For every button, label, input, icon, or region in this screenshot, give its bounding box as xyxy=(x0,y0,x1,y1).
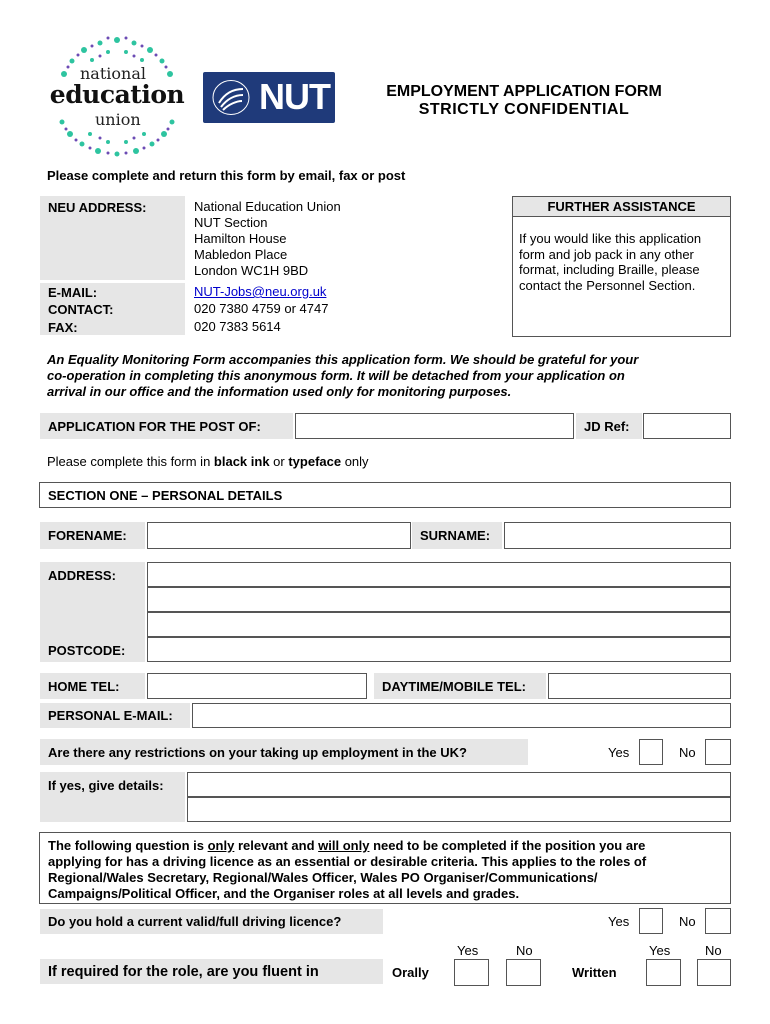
personal-email-label: PERSONAL E-MAIL: xyxy=(40,703,190,728)
fluency-question: If required for the role, are you fluent in xyxy=(40,959,383,984)
ink-note-pre: Please complete this form in xyxy=(47,454,214,469)
ink-note-mid: or xyxy=(269,454,289,469)
assistance-line: form and job pack in any other xyxy=(519,246,694,262)
ink-note-typeface: typeface xyxy=(288,454,342,469)
surname-label: SURNAME: xyxy=(412,522,502,549)
assistance-body xyxy=(513,217,730,293)
assistance-title: FURTHER ASSISTANCE xyxy=(513,197,730,217)
assistance-line: format, including Braille, please xyxy=(519,262,700,277)
equality-line: arrival in our office and the information used only for monitoring purposes. xyxy=(47,384,512,399)
licence-no-label: No xyxy=(679,914,696,929)
postcode-label: POSTCODE: xyxy=(48,642,126,658)
orally-no-checkbox[interactable] xyxy=(506,959,541,986)
assistance-box xyxy=(512,196,731,337)
assistance-line: If you would like this application xyxy=(519,231,702,246)
personal-email-input[interactable] xyxy=(192,703,731,728)
written-no-header: No xyxy=(705,943,722,958)
nut-badge-text: NUT xyxy=(259,76,330,117)
address-line: Mabledon Place xyxy=(194,247,288,262)
home-tel-input[interactable] xyxy=(147,673,367,699)
contact-label: CONTACT: xyxy=(48,301,114,317)
driving-note-post: need to be completed if the position you are xyxy=(369,838,646,853)
forename-input[interactable] xyxy=(147,522,411,549)
licence-question: Do you hold a current valid/full driving licence? xyxy=(40,909,383,934)
restrictions-no-label: No xyxy=(679,745,696,760)
mobile-tel-label: DAYTIME/MOBILE TEL: xyxy=(374,673,546,699)
torch-icon xyxy=(211,79,251,116)
address-line: London WC1H 9BD xyxy=(194,263,309,278)
neu-address-label: NEU ADDRESS: xyxy=(48,199,147,215)
orally-yes-checkbox[interactable] xyxy=(454,959,489,986)
details-label: If yes, give details: xyxy=(48,777,164,793)
restrictions-yes-label: Yes xyxy=(608,745,630,760)
orally-label: Orally xyxy=(392,965,429,980)
address-line-2-input[interactable] xyxy=(147,587,731,612)
nut-logo xyxy=(203,72,335,123)
written-no-checkbox[interactable] xyxy=(697,959,731,986)
assistance-line: contact the Personnel Section. xyxy=(519,277,696,293)
ink-note xyxy=(47,454,369,469)
driving-note-line-3: Regional/Wales Secretary, Regional/Wales Officer, Wales PO Organiser/Communications/ xyxy=(48,870,598,885)
address-line: National Education Union xyxy=(194,199,341,214)
form-subtitle: STRICTLY CONFIDENTIAL xyxy=(418,101,630,118)
orally-yes-header: Yes xyxy=(457,943,479,958)
equality-line: co-operation in completing this anonymous form. It will be detached from your application on xyxy=(47,368,625,383)
restrictions-question: Are there any restrictions on your taking up employment in the UK? xyxy=(40,739,528,765)
fax-value: 020 7383 5614 xyxy=(194,319,281,334)
licence-yes-label: Yes xyxy=(608,914,630,929)
logo-text-union: union xyxy=(95,110,141,129)
licence-no-checkbox[interactable] xyxy=(705,908,731,934)
intro-text: Please complete and return this form by email, fax or post xyxy=(47,168,406,183)
home-tel-label: HOME TEL: xyxy=(40,673,145,699)
written-yes-checkbox[interactable] xyxy=(646,959,681,986)
ink-note-black-ink: black ink xyxy=(213,454,270,469)
address-line: NUT Section xyxy=(194,215,268,230)
logo-text-education: education xyxy=(49,80,185,109)
driving-note-will-only: will only xyxy=(318,838,370,853)
contact-value: 020 7380 4759 or 4747 xyxy=(194,301,329,316)
orally-no-header: No xyxy=(516,943,533,958)
address-label: ADDRESS: xyxy=(48,567,116,583)
neu-address-lines xyxy=(194,199,341,279)
surname-input[interactable] xyxy=(504,522,731,549)
driving-note-line-1 xyxy=(48,838,722,854)
driving-note-box xyxy=(39,832,731,904)
email-label: E-MAIL: xyxy=(48,284,98,300)
driving-note-line-2: applying for has a driving licence as an essential or desirable criteria. This applies to the roles of xyxy=(48,854,647,869)
address-line: Hamilton House xyxy=(194,231,287,246)
forename-label: FORENAME: xyxy=(40,522,145,549)
ink-note-post: only xyxy=(341,454,369,469)
address-line-3-input[interactable] xyxy=(147,612,731,637)
driving-note-pre: The following question is xyxy=(48,838,208,853)
logo-text-national: national xyxy=(80,64,146,83)
details-line-2-input[interactable] xyxy=(187,797,731,822)
mobile-tel-input[interactable] xyxy=(548,673,731,699)
postcode-input[interactable] xyxy=(147,637,731,662)
jd-ref-label: JD Ref: xyxy=(576,413,642,439)
neu-logo xyxy=(42,34,192,158)
driving-note-only: only xyxy=(207,838,235,853)
fax-label: FAX: xyxy=(48,319,78,335)
restrictions-no-checkbox[interactable] xyxy=(705,739,731,765)
form-title: EMPLOYMENT APPLICATION FORM xyxy=(386,83,662,100)
driving-note-mid: relevant and xyxy=(234,838,319,853)
equality-line: An Equality Monitoring Form accompanies this application form. We should be grateful for your xyxy=(47,352,639,367)
section-one-title: SECTION ONE – PERSONAL DETAILS xyxy=(39,482,731,508)
jd-ref-input[interactable] xyxy=(643,413,731,439)
written-yes-header: Yes xyxy=(649,943,671,958)
details-line-1-input[interactable] xyxy=(187,772,731,797)
driving-note-line-4: Campaigns/Political Officer, and the Organiser roles at all levels and grades. xyxy=(48,886,520,901)
equality-note xyxy=(47,352,723,400)
licence-yes-checkbox[interactable] xyxy=(639,908,663,934)
address-line-1-input[interactable] xyxy=(147,562,731,587)
email-link[interactable]: NUT-Jobs@neu.org.uk xyxy=(194,284,327,299)
post-label: APPLICATION FOR THE POST OF: xyxy=(40,413,293,439)
restrictions-yes-checkbox[interactable] xyxy=(639,739,663,765)
written-label: Written xyxy=(572,965,617,980)
post-input[interactable] xyxy=(295,413,574,439)
